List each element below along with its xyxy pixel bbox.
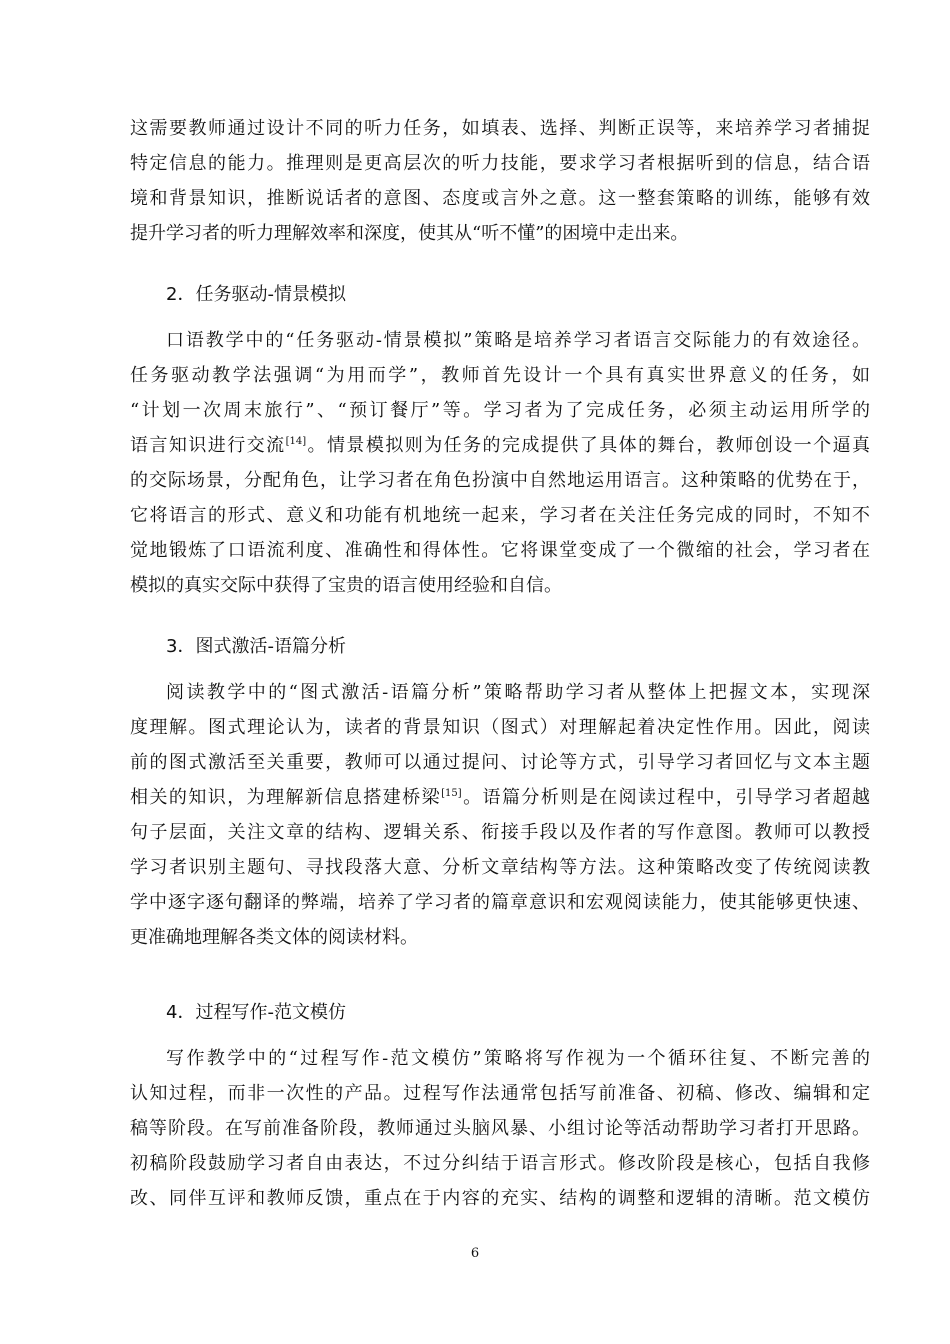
body-line: 阅读教学中的“图式激活-语篇分析”策略帮助学习者从整体上把握文本，实现深 bbox=[166, 682, 870, 703]
body-line: 度理解。图式理论认为，读者的背景知识（图式）对理解起着决定性作用。因此，阅读 bbox=[130, 717, 870, 738]
body-text: 相关的知识，为理解新信息搭建桥梁 bbox=[130, 787, 442, 808]
body-line: 句子层面，关注文章的结构、逻辑关系、衔接手段以及作者的写作意图。教师可以教授 bbox=[130, 822, 870, 843]
body-line: 改、同伴互评和教师反馈，重点在于内容的充实、结构的调整和逻辑的清晰。范文模仿 bbox=[130, 1188, 870, 1209]
body-line: 任务驱动教学法强调“为用而学”，教师首先设计一个具有真实世界意义的任务，如 bbox=[130, 365, 870, 386]
body-line: 初稿阶段鼓励学习者自由表达，不过分纠结于语言形式。修改阶段是核心，包括自我修 bbox=[130, 1153, 870, 1174]
body-line: 提升学习者的听力理解效率和深度，使其从“听不懂”的困境中走出来。 bbox=[130, 223, 689, 244]
body-line: 学习者识别主题句、寻找段落大意、分析文章结构等方法。这种策略改变了传统阅读教 bbox=[130, 857, 870, 878]
body-line: 觉地锻炼了口语流利度、准确性和得体性。它将课堂变成了一个微缩的社会，学习者在 bbox=[130, 540, 870, 561]
body-line: 学中逐字逐句翻译的弊端，培养了学习者的篇章意识和宏观阅读能力，使其能够更快速、 bbox=[130, 892, 870, 913]
section-heading-4: 4．过程写作-范文模仿 bbox=[166, 1002, 346, 1023]
section-heading-2: 2．任务驱动-情景模拟 bbox=[166, 284, 346, 305]
body-line: 特定信息的能力。推理则是更高层次的听力技能，要求学习者根据听到的信息，结合语 bbox=[130, 153, 870, 174]
body-line-with-citation bbox=[130, 785, 870, 811]
body-line: 写作教学中的“过程写作-范文模仿”策略将写作视为一个循环往复、不断完善的 bbox=[166, 1048, 870, 1069]
body-line: 认知过程，而非一次性的产品。过程写作法通常包括写前准备、初稿、修改、编辑和定 bbox=[130, 1083, 870, 1104]
body-line: 前的图式激活至关重要，教师可以通过提问、讨论等方式，引导学习者回忆与文本主题 bbox=[130, 752, 870, 773]
body-line: 更准确地理解各类文体的阅读材料。 bbox=[130, 927, 418, 948]
body-text: 。情景模拟则为任务的完成提供了具体的舞台，教师创设一个逼真 bbox=[306, 435, 870, 456]
body-text: 语言知识进行交流 bbox=[130, 435, 286, 456]
body-line-with-citation bbox=[130, 433, 870, 459]
body-line: 口语教学中的“任务驱动-情景模拟”策略是培养学习者语言交际能力的有效途径。 bbox=[166, 330, 870, 351]
body-line: 它将语言的形式、意义和功能有机地统一起来，学习者在关注任务完成的同时，不知不 bbox=[130, 505, 870, 526]
body-line: 的交际场景，分配角色，让学习者在角色扮演中自然地运用语言。这种策略的优势在于， bbox=[130, 470, 870, 491]
page-number: 6 bbox=[470, 1246, 480, 1261]
body-line: 稿等阶段。在写前准备阶段，教师通过头脑风暴、小组讨论等活动帮助学习者打开思路。 bbox=[130, 1118, 870, 1139]
citation-marker: [14] bbox=[285, 436, 307, 447]
body-line: “计划一次周末旅行”、“预订餐厅”等。学习者为了完成任务，必须主动运用所学的 bbox=[130, 400, 870, 421]
body-line: 模拟的真实交际中获得了宝贵的语言使用经验和自信。 bbox=[130, 575, 562, 596]
citation-marker: [15] bbox=[441, 788, 462, 799]
section-heading-3: 3．图式激活-语篇分析 bbox=[166, 636, 346, 657]
body-line: 这需要教师通过设计不同的听力任务，如填表、选择、判断正误等，来培养学习者捕捉 bbox=[130, 118, 870, 139]
body-line: 境和背景知识，推断说话者的意图、态度或言外之意。这一整套策略的训练，能够有效 bbox=[130, 188, 870, 209]
body-text: 。语篇分析则是在阅读过程中，引导学习者超越 bbox=[461, 787, 871, 808]
